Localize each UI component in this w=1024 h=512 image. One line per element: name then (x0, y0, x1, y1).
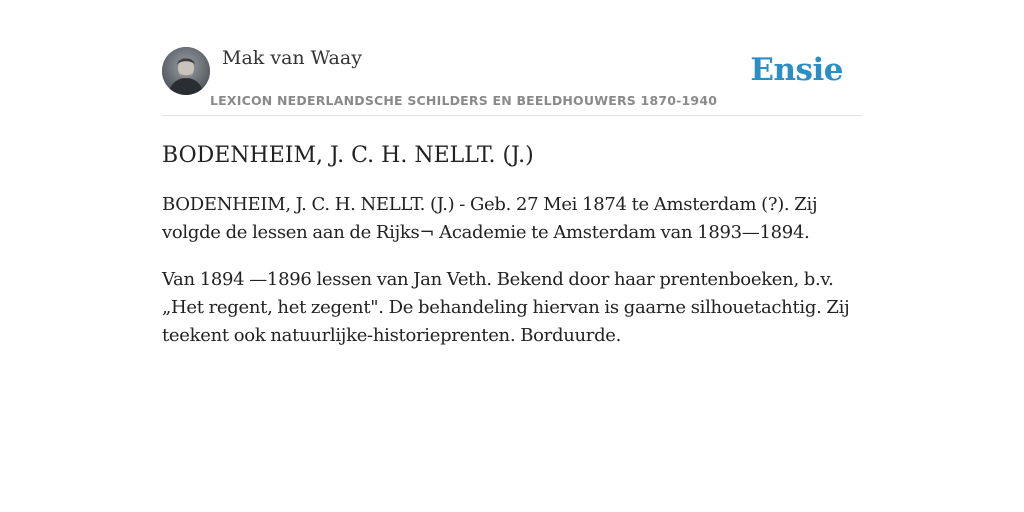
article-header (162, 44, 862, 116)
brand-logo[interactable]: Ensie (750, 52, 843, 88)
source-title[interactable]: LEXICON NEDERLANDSCHE SCHILDERS EN BEELDHOUWERS 1870-1940 (210, 93, 718, 108)
article-paragraph: Van 1894 —1896 lessen van Jan Veth. Bekend door haar prentenboeken, b.v. „Het regent, het zegent". De behandeling hiervan is gaarne silhouetachtig. Zij teekent ook natuurlijke-historieprenten. Borduurde. (162, 269, 850, 346)
article-container (162, 44, 862, 350)
author-name[interactable]: Mak van Waay (222, 47, 362, 69)
article-paragraph: BODENHEIM, J. C. H. NELLT. (J.) - Geb. 27 Mei 1874 te Amsterdam (?). Zij volgde de lessen aan de Rijks¬ Academie te Amsterdam van 1893—1894. (162, 194, 818, 243)
author-avatar[interactable] (162, 47, 210, 95)
portrait-icon (162, 47, 210, 95)
article-title: BODENHEIM, J. C. H. NELLT. (J.) (162, 143, 534, 168)
